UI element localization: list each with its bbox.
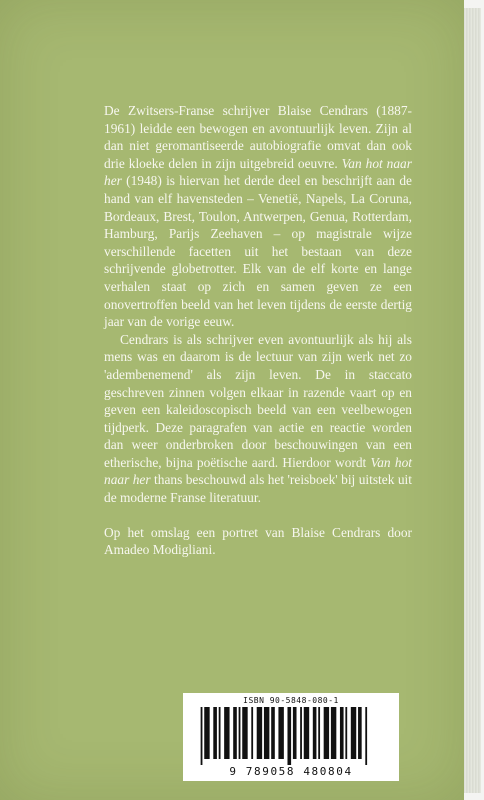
page-edges	[462, 8, 481, 793]
barcode-bar	[251, 707, 253, 759]
blurb-text: Cendrars is als schrijver even avontuurlijk als hij als mens was en daarom is de lectuur van zijn werk net zo 'adembenemend' als zijn leven. De in staccato geschreven zinnen volgen elkaar in razende vaart op en geven een kaleidoscopisch beeld van een veelbewogen tijdperk. Deze paragrafen van actie en reactie worden dan weer onderbroken door beschouwingen van een etherische, bijna poëtische aard. Hierdoor wordt	[104, 331, 412, 470]
barcode-bar	[345, 707, 347, 759]
blurb-text: (1948) is hiervan het derde deel en beschrijft aan de hand van elf havensteden – Venetië, Napels, La Coruna, Bordeaux, Brest, Toulon, Antwerpen, Genua, Rotterdam, Hamburg, Parijs Zeehaven – op magistrale wijze verschillende facetten uit het bestaan van deze schrijvende globetrotter. Elk van de elf korte en lange verhalen staat op zich en samen geven ze een onovertroffen beeld van het leven tijdens de eerste dertig jaar van de vorige eeuw.	[104, 173, 412, 330]
barcode-bars	[197, 707, 387, 765]
isbn-barcode	[183, 693, 399, 781]
barcode-bar	[318, 707, 320, 759]
barcode-bar	[278, 707, 283, 759]
blurb-paragraph-2	[104, 331, 412, 507]
cover-blurb	[104, 102, 412, 559]
barcode-bar	[242, 707, 247, 759]
barcode-bar	[358, 707, 362, 759]
barcode-bar	[287, 707, 291, 765]
ean-number: 9 789058 480804	[229, 765, 353, 778]
barcode-bar	[233, 707, 237, 759]
barcode-bar	[264, 707, 269, 759]
barcode-bar	[365, 707, 367, 765]
barcode-bar	[213, 707, 217, 759]
blurb-text: thans beschouwd als het 'reisboek' bij uitstek uit de moderne Franse literatuur.	[104, 472, 412, 506]
barcode-bar	[340, 707, 344, 759]
barcode-bar	[204, 707, 209, 759]
blurb-text: De Zwitsers-Franse schrijver Blaise Cendrars (1887-1961) leidde een bewogen en avontuurlijk leven. Zijn al dan niet geromantiseerde autobiografie omvat dan ook drie kloeke delen in zijn uitgebreid oeuvre.	[104, 103, 412, 171]
barcode-bar	[239, 707, 241, 759]
barcode-bar	[304, 707, 309, 759]
barcode-bar	[271, 707, 275, 759]
barcode-bar	[331, 707, 336, 759]
book-title-italic: Van hot naar her	[104, 155, 412, 189]
barcode-bar	[224, 707, 229, 759]
book-title-italic: Van hot naar her	[104, 454, 412, 488]
barcode-bar	[219, 707, 221, 759]
barcode-bar	[257, 707, 262, 759]
blurb-paragraph-1	[104, 102, 412, 331]
barcode-bar	[293, 707, 297, 759]
blurb-paragraph-3: Op het omslag een portret van Blaise Cendrars door Amadeo Modigliani.	[104, 524, 412, 558]
barcode-bar	[324, 707, 329, 759]
barcode-bar	[313, 707, 317, 759]
barcode-bar	[201, 707, 203, 765]
barcode-bar	[300, 707, 302, 759]
isbn-label: ISBN 90-5848-080-1	[243, 696, 339, 705]
barcode-bar	[351, 707, 356, 759]
